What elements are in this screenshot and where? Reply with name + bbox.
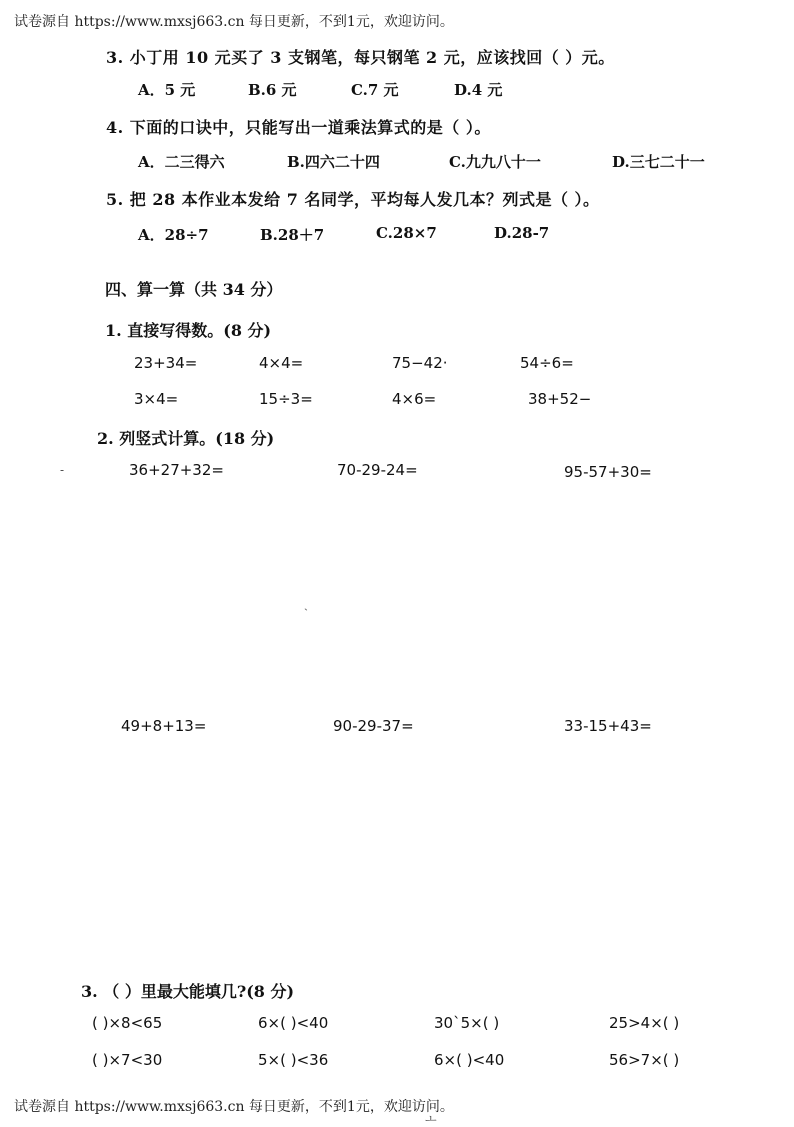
oral-calc-item: 15÷3=: [259, 390, 313, 408]
q5-option-d: D.28-7: [494, 224, 550, 242]
q3-option-a: A．5 元: [138, 81, 196, 99]
question-3: 3. 小丁用 10 元买了 3 支钢笔，每只钢笔 2 元，应该找回（ ）元。: [106, 48, 615, 67]
oral-calc-item: 4×4=: [259, 354, 304, 372]
source-footer: 试卷源自 https://www.mxsj663.cn 每日更新，不到1元，欢迎访问。: [14, 1099, 454, 1115]
stray-mark: -: [60, 463, 65, 477]
vertical-calc-item: 49+8+13=: [121, 717, 207, 735]
vertical-calc-item: 33-15+43=: [564, 717, 652, 735]
question-5: 5. 把 28 本作业本发给 7 名同学，平均每人发几本？列式是（ ）。: [106, 190, 600, 209]
q4-option-a: A．二三得六: [138, 153, 225, 171]
fill-blank-item: ( )×7<30: [92, 1051, 163, 1069]
oral-calc-item: 38+52−: [528, 390, 592, 408]
q4-option-c: C.九九八十一: [449, 153, 541, 171]
fill-blank-item: 6×( )<40: [258, 1014, 329, 1032]
q5-option-c: C.28×7: [376, 224, 437, 242]
oral-calc-item: 3×4=: [134, 390, 179, 408]
part-3-title: 3. （ ）里最大能填几?(8 分): [81, 982, 295, 1001]
oral-calc-item: 23+34=: [134, 354, 198, 372]
oral-calc-item: 75−42·: [392, 354, 448, 372]
q4-option-b: B.四六二十四: [287, 153, 380, 171]
stray-mark: ㅗ: [425, 1112, 437, 1126]
part-1-title: 1. 直接写得数。(8 分): [105, 321, 272, 340]
vertical-calc-item: 95-57+30=: [564, 463, 652, 481]
fill-blank-item: ( )×8<65: [92, 1014, 163, 1032]
q5-option-b: B.28＋7: [260, 226, 325, 244]
stray-mark: ˏ: [304, 597, 308, 611]
q3-option-b: B.6 元: [248, 81, 297, 99]
part-2-title: 2. 列竖式计算。(18 分): [97, 429, 275, 448]
q4-option-d: D.三七二十一: [612, 153, 705, 171]
q3-option-d: D.4 元: [454, 81, 503, 99]
fill-blank-item: 5×( )<36: [258, 1051, 329, 1069]
oral-calc-item: 4×6=: [392, 390, 437, 408]
fill-blank-item: 56>7×( ): [609, 1051, 680, 1069]
fill-blank-item: 30ˋ5×( ): [434, 1014, 500, 1032]
fill-blank-item: 25>4×( ): [609, 1014, 680, 1032]
q5-option-a: A．28÷7: [138, 226, 209, 244]
q3-option-c: C.7 元: [351, 81, 399, 99]
oral-calc-item: 54÷6=: [520, 354, 574, 372]
section-4-title: 四、算一算（共 34 分）: [105, 280, 283, 299]
vertical-calc-item: 90-29-37=: [333, 717, 414, 735]
question-4: 4. 下面的口诀中，只能写出一道乘法算式的是（ ）。: [106, 118, 491, 137]
vertical-calc-item: 70-29-24=: [337, 461, 418, 479]
vertical-calc-item: 36+27+32=: [129, 461, 224, 479]
fill-blank-item: 6×( )<40: [434, 1051, 505, 1069]
source-header: 试卷源自 https://www.mxsj663.cn 每日更新，不到1元，欢迎访问。: [14, 14, 454, 30]
